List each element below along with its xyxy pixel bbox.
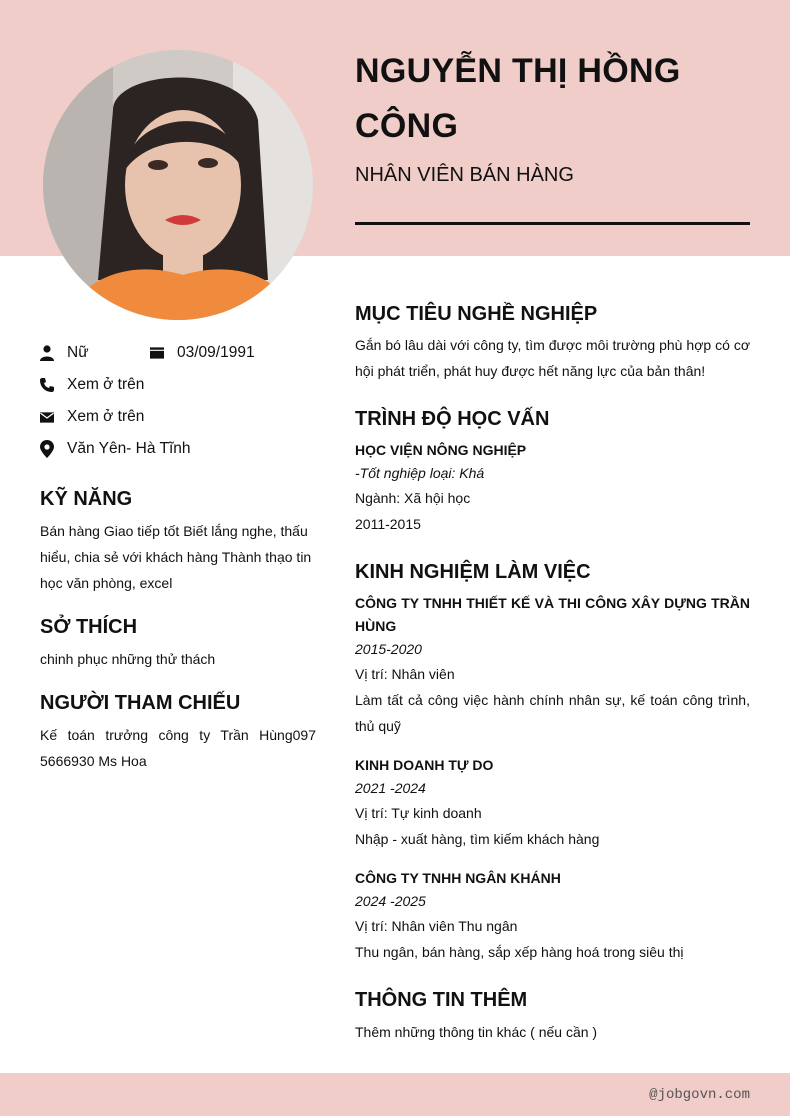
job-description: Thu ngân, bán hàng, sắp xếp hàng hoá trong siêu thị [355,944,684,960]
hobbies-text: chinh phục những thử thách [40,651,216,667]
person-icon [40,344,54,362]
email-value: Xem ở trên [67,408,145,425]
calendar-icon [150,344,164,362]
job-entry [355,754,750,852]
gender-value: Nữ [67,344,89,361]
experience-section [355,559,750,965]
skills-text: Bán hàng Giao tiếp tốt Biết lắng nghe, thấu hiểu, chia sẻ với khách hàng Thành thạo tin học văn phòng, excel [40,523,312,591]
job-title: NHÂN VIÊN BÁN HÀNG [355,164,574,186]
job-period: 2024 -2025 [355,893,426,909]
mail-icon [40,408,54,426]
phone-icon [40,376,54,394]
phone-row [40,375,144,395]
skills-section [40,486,316,596]
address-value: Văn Yên- Hà Tĩnh [67,440,191,457]
experience-heading: KINH NGHIỆM LÀM VIỆC [355,561,591,583]
job-entry [355,867,750,965]
job-period: 2015-2020 [355,641,422,657]
email-row [40,407,144,427]
additional-section [355,987,750,1045]
objective-heading: MỤC TIÊU NGHỀ NGHIỆP [355,303,598,325]
references-heading: NGƯỜI THAM CHIẾU [40,692,241,714]
education-years: 2011-2015 [355,516,421,532]
school-name: HỌC VIỆN NÔNG NGHIỆP [355,442,527,458]
profile-photo [43,50,313,320]
hobbies-heading: SỞ THÍCH [40,616,138,638]
education-section [355,406,750,537]
skills-heading: KỸ NĂNG [40,488,133,510]
additional-heading: THÔNG TIN THÊM [355,989,528,1011]
job-description: Làm tất cả công việc hành chính nhân sự, kế toán công trình, thủ quỹ [355,692,750,734]
job-company: CÔNG TY TNHH THIẾT KẾ VÀ THI CÔNG XÂY DỰNG TRẦN HÙNG [355,595,750,634]
job-entry [355,592,750,739]
job-company: KINH DOANH TỰ DO [355,757,494,773]
candidate-name: NGUYỄN THỊ HỒNG CÔNG [355,52,681,145]
address-row [40,439,191,459]
references-text: Kế toán trưởng công ty Trần Hùng097 5666930 Ms Hoa [40,727,316,769]
birthday-value: 03/09/1991 [177,344,255,361]
title-divider [355,222,750,225]
objective-text: Gắn bó lâu dài với công ty, tìm được môi trường phù hợp có cơ hội phát triển, phát huy được hết năng lực của bản thân! [355,337,750,379]
hobbies-section [40,614,316,672]
job-position: Vị trí: Tự kinh doanh [355,805,482,821]
birthday-row [150,343,255,363]
watermark-text: @jobgovn.com [649,1087,750,1103]
additional-text: Thêm những thông tin khác ( nếu cần ) [355,1024,598,1040]
objective-section [355,301,750,384]
education-grade: -Tốt nghiệp loại: Khá [355,465,485,481]
job-position: Vị trí: Nhân viên [355,666,455,682]
job-company: CÔNG TY TNHH NGÂN KHÁNH [355,870,561,886]
job-position: Vị trí: Nhân viên Thu ngân [355,918,518,934]
education-heading: TRÌNH ĐỘ HỌC VẤN [355,408,550,430]
phone-value: Xem ở trên [67,376,145,393]
location-pin-icon [40,440,54,458]
references-section [40,690,316,774]
job-period: 2021 -2024 [355,780,426,796]
job-description: Nhập - xuất hàng, tìm kiếm khách hàng [355,831,600,847]
education-major: Ngành: Xã hội học [355,490,471,506]
gender-row [40,343,89,363]
